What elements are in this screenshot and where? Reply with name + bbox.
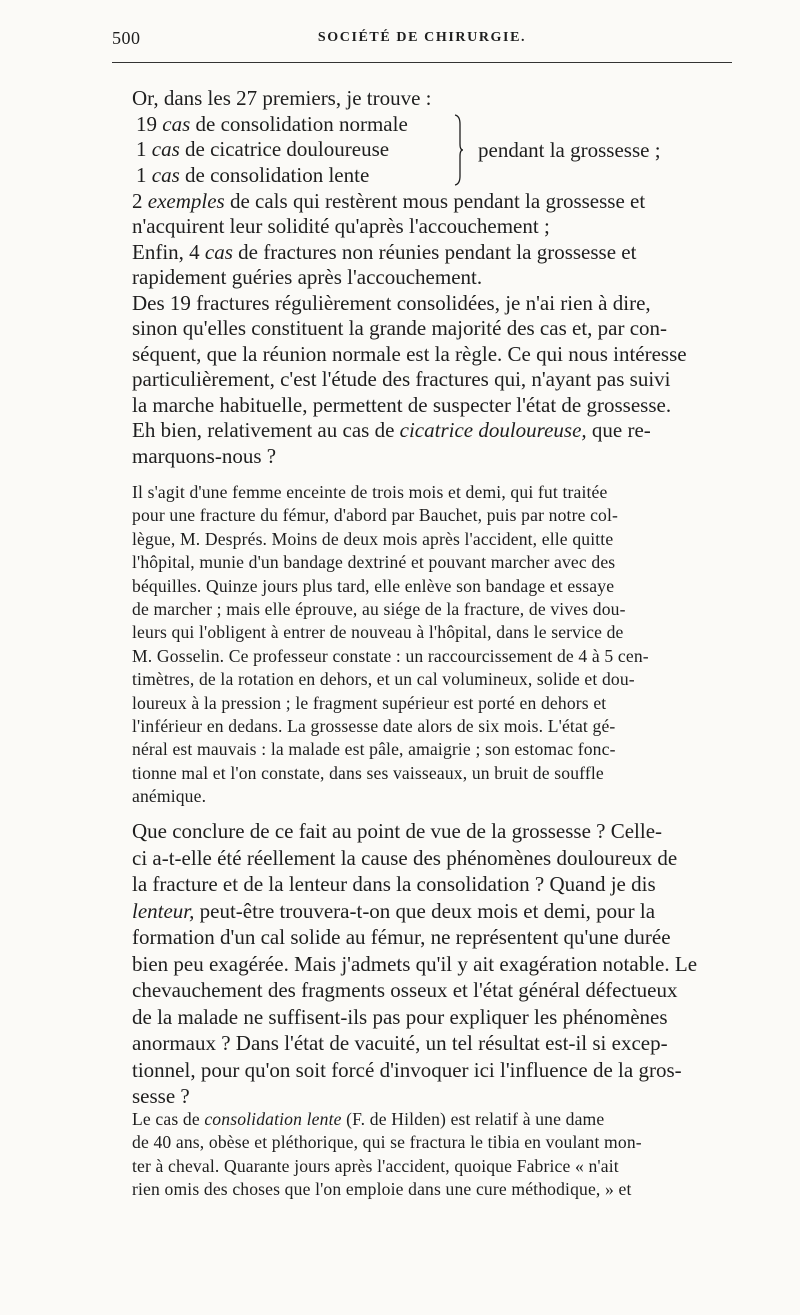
section-intro bbox=[118, 86, 736, 469]
brace-label: pendant la grossesse ; bbox=[478, 137, 661, 162]
intro-line: Or, dans les 27 premiers, je trouve : bbox=[132, 86, 432, 110]
running-title: SOCIÉTÉ DE CHIRURGIE. bbox=[317, 30, 527, 45]
curly-brace-icon bbox=[454, 114, 464, 186]
paragraph-enfin: Enfin, 4 cas de fractures non réunies pendant la grossesse et rapidement guéries après l'accouchement. bbox=[132, 239, 637, 289]
list-item: 1 cas de cicatrice douloureuse bbox=[136, 137, 390, 161]
paragraph-des-19: Des 19 fractures régulièrement consolidées, je n'ai rien à dire, sinon qu'elles constituent la grande majorité des cas et, par con- séquent, que la réunion normale est la règle. Ce qui nous intéresse particulièrement, c'est l'étude des fractures qui, n'ayant pas suivi la marche habituelle, permettent de suspecter l'état de grossesse. bbox=[132, 290, 687, 417]
page-number: 500 bbox=[112, 28, 141, 48]
cases-list bbox=[118, 112, 736, 189]
paragraph-eh-bien: Eh bien, relativement au cas de cicatrice douloureuse, que re- marquons-nous ? bbox=[132, 418, 651, 468]
section-consolidation-lente bbox=[118, 1108, 736, 1202]
paragraph-que-conclure: Que conclure de ce fait au point de vue de la grossesse ? Celle- ci a-t-elle été réellement la cause des phénomènes douloureux de la fracture et de la lenteur dans la consolidation ? Quand je dis lenteur, peut-être trouvera-t-on que deux mois et demi, pour la formation d'un cal solide au fémur, ne représentent qu'une durée bien peu exagérée. Mais j'admets qu'il y ait exagération notable. Le chevauchement des fragments osseux et l'état général défectueux de la malade ne suffisent-ils pas pour expliquer les phénomènes anormaux ? Dans l'état de vacuité, un tel résultat est-il si excep- tionnel, pour qu'on soit forcé d'invoquer ici l'influence de la gros- sesse ? bbox=[132, 819, 698, 1108]
list-item: 19 cas de consolidation normale bbox=[136, 111, 408, 136]
list-item: 1 cas de consolidation lente bbox=[136, 162, 370, 187]
header-rule bbox=[112, 62, 732, 63]
case-report bbox=[118, 481, 736, 809]
section-conclusion bbox=[118, 818, 736, 1110]
paragraph-exemples: 2 exemples de cals qui restèrent mous pendant la grossesse et n'acquirent leur solidité qu'après l'accouchement ; bbox=[132, 188, 646, 238]
page-header bbox=[112, 28, 732, 58]
paragraph-case: Il s'agit d'une femme enceinte de trois mois et demi, qui fut traitée pour une fracture du fémur, d'abord par Bauchet, puis par notre col- lègue, M. Després. Moins de deux mois après l'accident, elle quitte l'hôpital, munie d'un bandage dextriné et pouvant marcher avec des béquilles. Quinze jours plus tard, elle enlève son bandage et essaye de marcher ; mais elle éprouve, au siége de la fracture, de vives dou- leurs qui l'obligent à entrer de nouveau à l'hôpital, dans le service de M. Gosselin. Ce professeur constate : un raccourcissement de 4 à 5 cen- timètres, de la rotation en dehors, et un cal volumineux, solide et dou- loureux à la pression ; le fragment supérieur est porté en dehors et l'inférieur en dedans. La grossesse date alors de six mois. L'état gé- néral est mauvais : la malade est pâle, amaigrie ; son estomac fonc- tionne mal et l'on constate, dans ses vaisseaux, un bruit de souffle anémique. bbox=[132, 482, 649, 807]
paragraph-le-cas: Le cas de consolidation lente (F. de Hilden) est relatif à une dame de 40 ans, obèse et pléthorique, qui se fractura le tibia en voulant mon- ter à cheval. Quarante jours après l'accident, quoique Fabrice « n'ait rien omis des choses que l'on emploie dans une cure méthodique, » et bbox=[132, 1109, 642, 1200]
